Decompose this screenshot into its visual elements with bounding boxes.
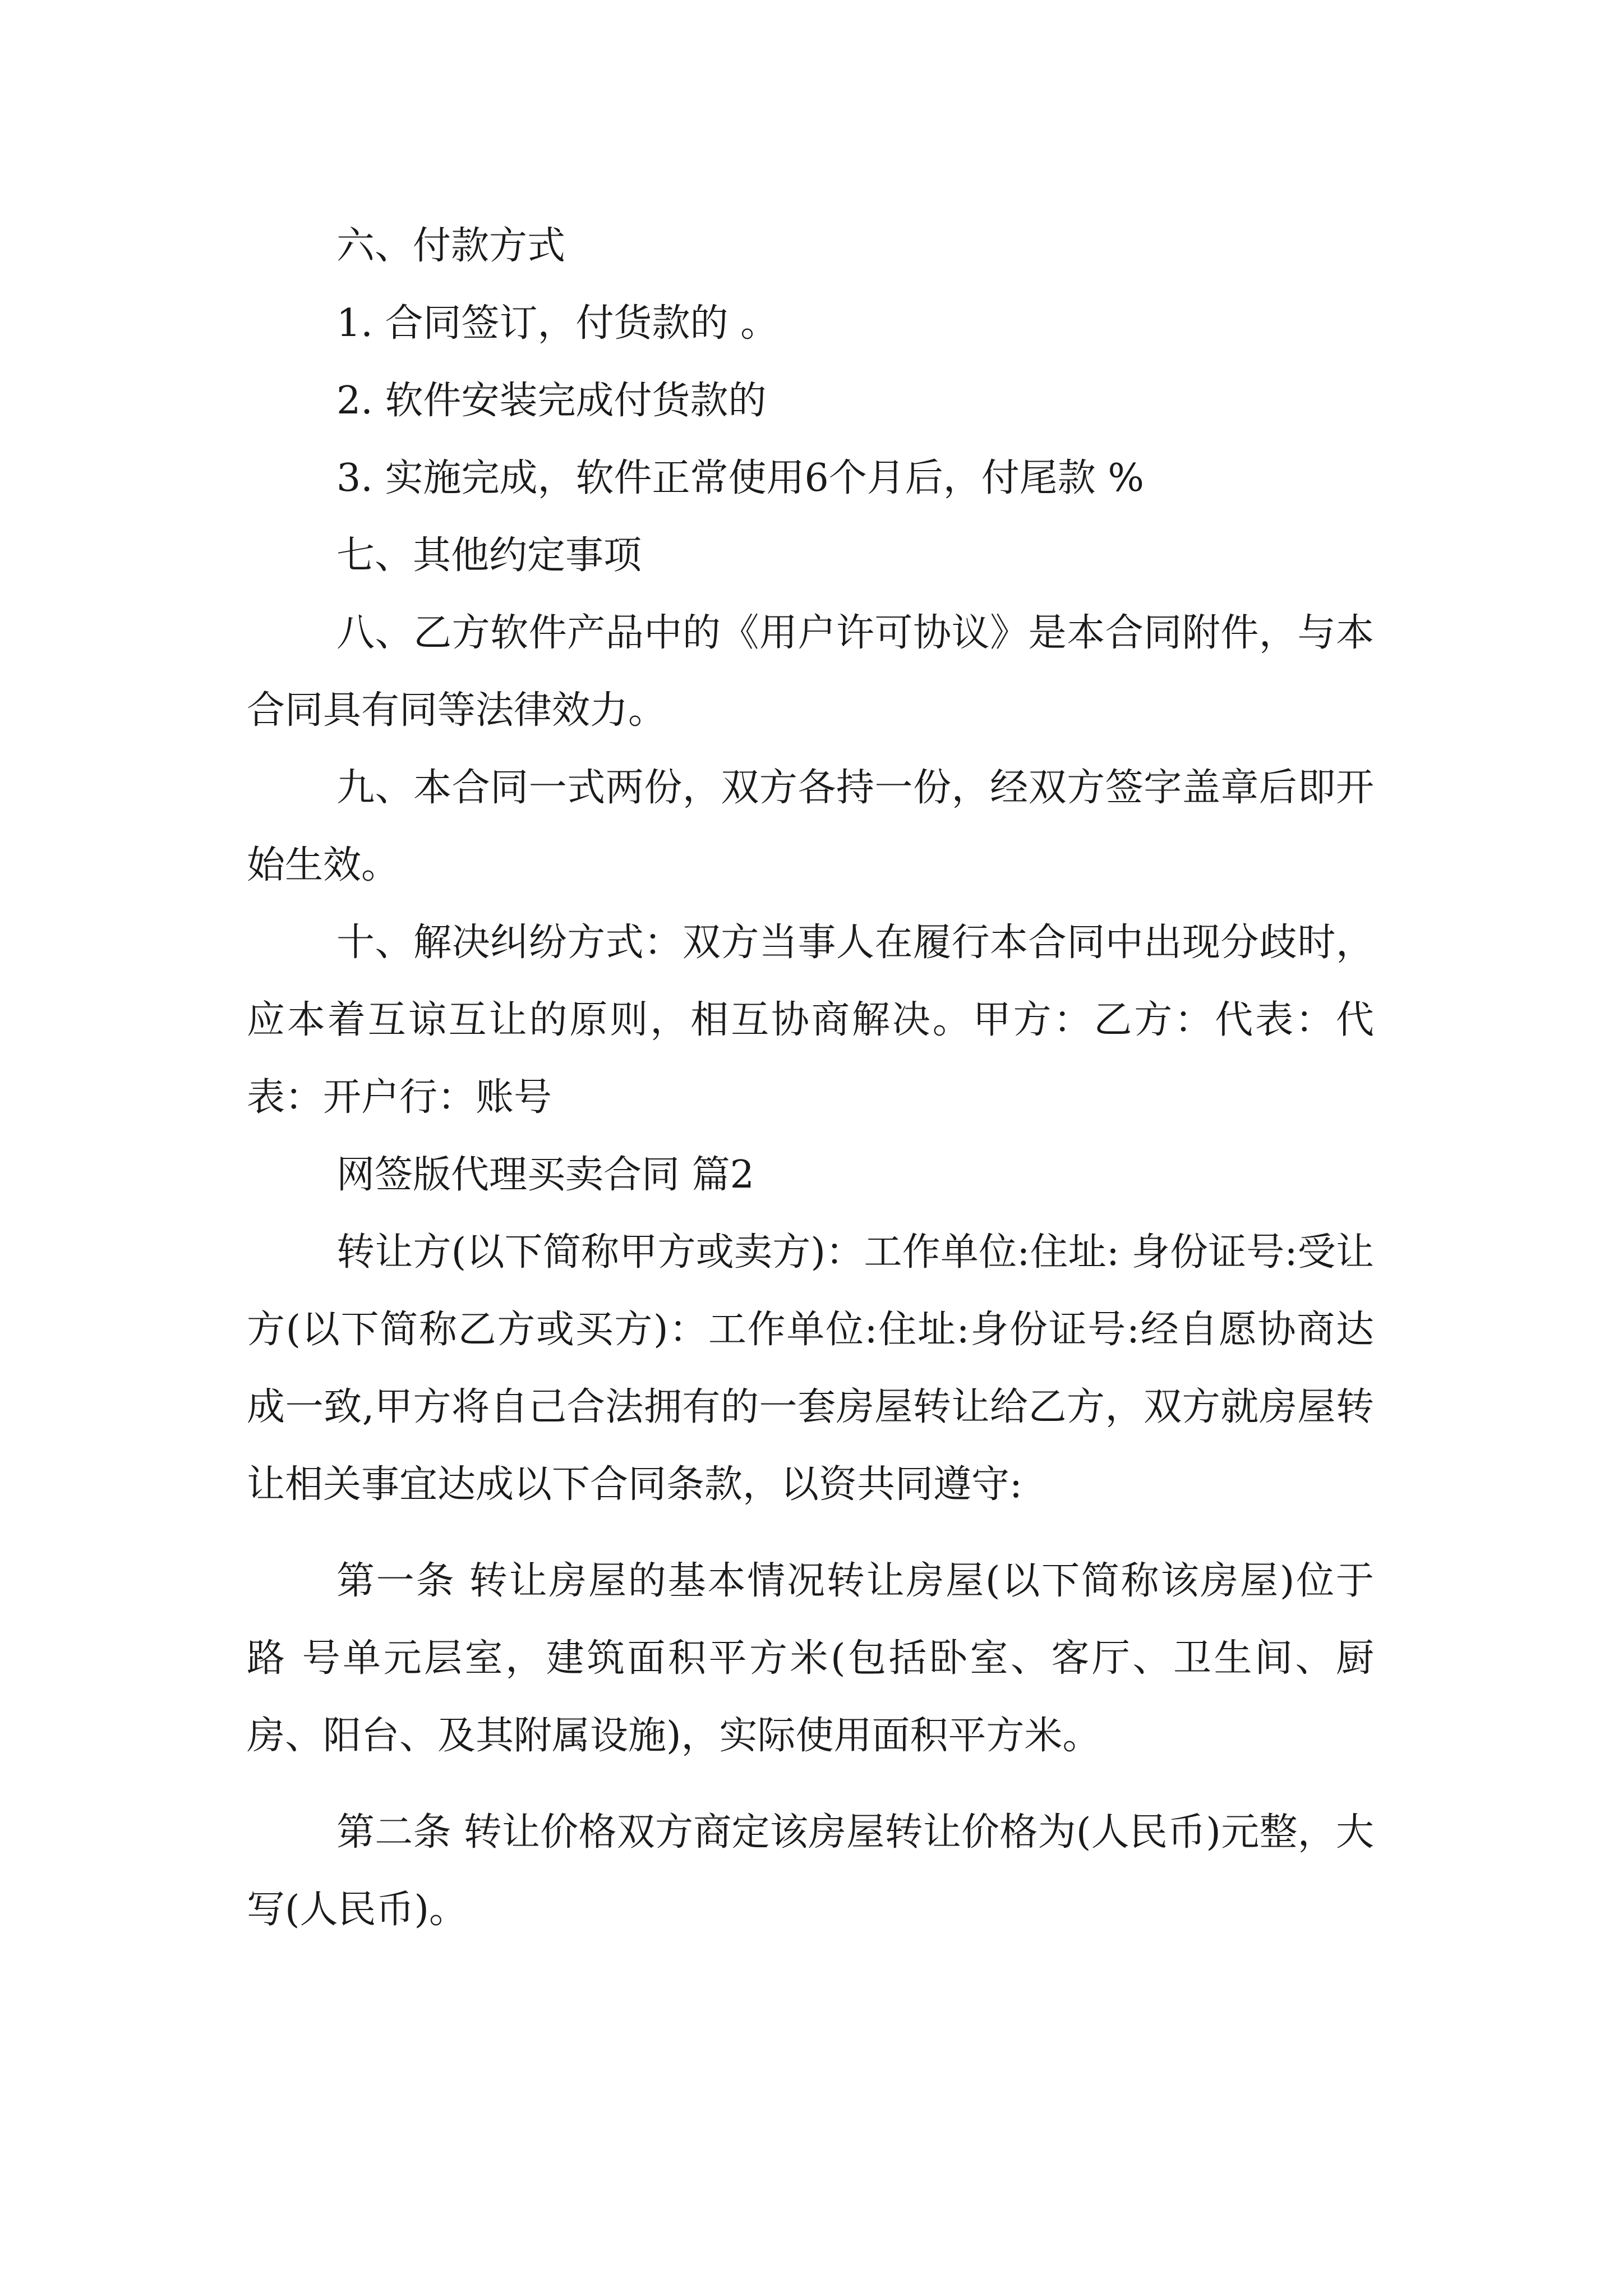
payment-item-1: 1. 合同签订，付货款的 。 [336,301,779,346]
parties-paragraph: 转让方(以下简称甲方或卖方)：工作单位:住址: 身份证号:受让方(以下简称乙方或买方)：工作单位:住址:身份证号:经自愿协商达成一致,甲方将自己合法拥有的一套房屋转让给乙方，双方就房屋转让相关事宜达成以下合同条款，以资共同遵守: [247,1230,1374,1507]
payment-item-2: 2. 软件安装完成付货款的 [336,379,767,423]
clause-nine: 九、本合同一式两份，双方各持一份，经双方签字盖章后即开始生效。 [247,766,1374,887]
contract-section-title: 网签版代理买卖合同 篇2 [336,1153,754,1197]
clause-ten: 十、解决纠纷方式：双方当事人在履行本合同中出现分歧时，应本着互谅互让的原则，相互协商解决。甲方：乙方：代表：代表：开户行：账号 [247,921,1374,1120]
payment-item-3: 3. 实施完成，软件正常使用6个月后，付尾款 % [336,456,1144,500]
document-body [247,208,1374,1949]
section-heading-payment: 六、付款方式 [336,224,566,268]
article-one: 第一条 转让房屋的基本情况转让房屋(以下简称该房屋)位于 路 号单元层室，建筑面积平方米(包括卧室、客厅、卫生间、厨房、阳台、及其附属设施)，实际使用面积平方米。 [247,1559,1374,1758]
article-two: 第二条 转让价格双方商定该房屋转让价格为(人民币)元整，大写(人民币)。 [247,1810,1374,1932]
section-heading-other-terms: 七、其他约定事项 [336,533,642,578]
clause-eight: 八、乙方软件产品中的《用户许可协议》是本合同附件，与本合同具有同等法律效力。 [247,611,1374,733]
